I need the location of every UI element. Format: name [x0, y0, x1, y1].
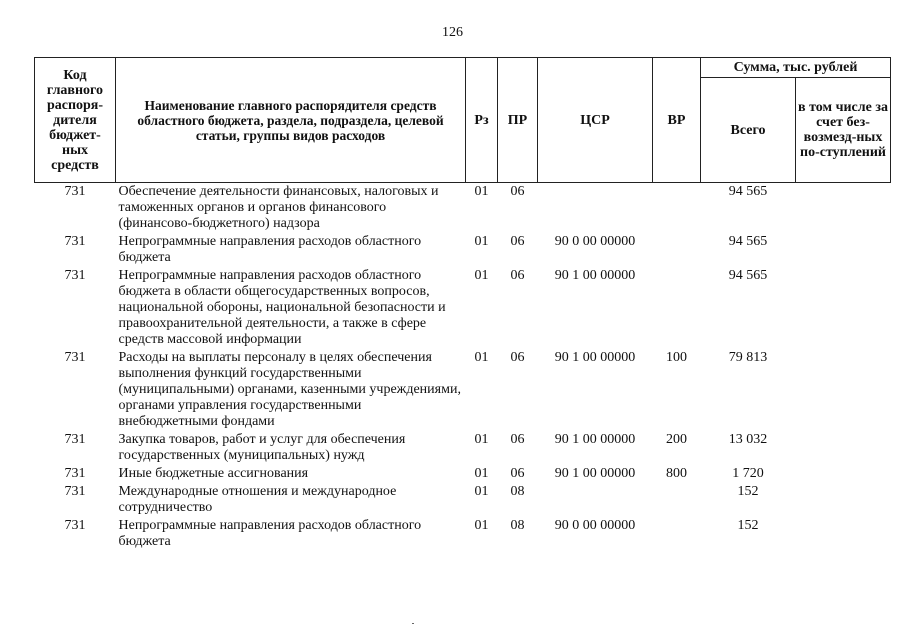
table-row: [35, 518, 891, 552]
cell-vr: 100: [666, 350, 687, 365]
table-row: [35, 432, 891, 466]
scan-speck: [412, 623, 414, 624]
cell-rz: 01: [474, 268, 489, 283]
table-row: [35, 268, 891, 350]
header-rz: Рз: [466, 58, 498, 183]
budget-table: [34, 57, 891, 552]
cell-name: Непрограммные направления расходов областного бюджета в области общегосударственных вопросов, национальной обороны, национальной безопасности и правоохранительной деятельности, а также в сфере средств массовой информации: [118, 268, 446, 347]
cell-pr: 06: [510, 234, 525, 249]
cell-code: 731: [64, 518, 86, 533]
cell-rz: 01: [474, 466, 489, 481]
cell-vr: [653, 234, 701, 268]
cell-pr: 06: [510, 466, 525, 481]
cell-csr: 90 0 00 00000: [554, 234, 636, 249]
cell-total: 152: [737, 518, 759, 533]
cell-total: 94 565: [728, 184, 768, 199]
cell-free-receipts: [796, 234, 891, 268]
cell-code: 731: [64, 432, 86, 447]
cell-free-receipts: [796, 484, 891, 518]
table-header: [35, 58, 891, 183]
cell-name: Международные отношения и международное сотрудничество: [118, 484, 397, 515]
table-body: [35, 183, 891, 553]
cell-pr: 08: [510, 518, 525, 533]
header-vr: ВР: [653, 58, 701, 183]
table-row: [35, 234, 891, 268]
cell-name: Закупка товаров, работ и услуг для обеспечения государственных (муниципальных) нужд: [118, 432, 406, 463]
cell-name: Расходы на выплаты персоналу в целях обеспечения выполнения функций государственными (муниципальными) органами, казенными учреждениями, органами управления государственными внебюджетными фондами: [118, 350, 461, 429]
cell-code: 731: [64, 184, 86, 199]
cell-total: 94 565: [728, 268, 768, 283]
cell-rz: 01: [474, 350, 489, 365]
cell-total: 13 032: [728, 432, 768, 447]
cell-name: Непрограммные направления расходов областного бюджета: [118, 234, 422, 265]
cell-csr: 90 1 00 00000: [554, 350, 636, 365]
cell-code: 731: [64, 350, 86, 365]
cell-vr: [653, 484, 701, 518]
header-sum-group: Сумма, тыс. рублей: [701, 58, 891, 78]
cell-free-receipts: [796, 350, 891, 432]
cell-free-receipts: [796, 183, 891, 235]
header-code: Код главного распоря-дителя бюджет-ных средств: [35, 58, 116, 183]
cell-rz: 01: [474, 432, 489, 447]
cell-vr: 800: [666, 466, 687, 481]
header-total: Всего: [701, 78, 796, 183]
cell-free-receipts: [796, 268, 891, 350]
cell-total: 152: [737, 484, 759, 499]
cell-total: 1 720: [732, 466, 764, 481]
cell-free-receipts: [796, 518, 891, 552]
header-name: Наименование главного распорядителя средств областного бюджета, раздела, подраздела, целевой статьи, группы видов расходов: [116, 58, 466, 183]
table-row: [35, 484, 891, 518]
cell-vr: [653, 183, 701, 235]
cell-pr: 06: [510, 268, 525, 283]
cell-rz: 01: [474, 518, 489, 533]
cell-free-receipts: [796, 432, 891, 466]
cell-vr: 200: [666, 432, 687, 447]
cell-code: 731: [64, 234, 86, 249]
header-free-receipts: в том числе за счет без-возмезд-ных по-ступлений: [796, 78, 891, 183]
cell-csr: [538, 183, 653, 235]
cell-csr: 90 1 00 00000: [554, 432, 636, 447]
page-number: 126: [442, 25, 463, 40]
cell-rz: 01: [474, 234, 489, 249]
header-pr: ПР: [498, 58, 538, 183]
cell-name: Непрограммные направления расходов областного бюджета: [118, 518, 422, 549]
cell-free-receipts: [796, 466, 891, 484]
table-row: [35, 350, 891, 432]
cell-name: Обеспечение деятельности финансовых, налоговых и таможенных органов и органов финансового (финансово-бюджетного) надзора: [118, 184, 439, 231]
cell-csr: 90 1 00 00000: [554, 268, 636, 283]
header-csr: ЦСР: [538, 58, 653, 183]
cell-code: 731: [64, 268, 86, 283]
cell-code: 731: [64, 466, 86, 481]
cell-vr: [653, 518, 701, 552]
cell-rz: 01: [474, 484, 489, 499]
cell-rz: 01: [474, 184, 489, 199]
cell-pr: 06: [510, 184, 525, 199]
table-row: [35, 466, 891, 484]
cell-csr: [538, 484, 653, 518]
cell-csr: 90 0 00 00000: [554, 518, 636, 533]
cell-pr: 08: [510, 484, 525, 499]
cell-pr: 06: [510, 432, 525, 447]
table-row: [35, 183, 891, 235]
cell-total: 94 565: [728, 234, 768, 249]
cell-csr: 90 1 00 00000: [554, 466, 636, 481]
cell-total: 79 813: [728, 350, 768, 365]
cell-pr: 06: [510, 350, 525, 365]
cell-vr: [653, 268, 701, 350]
cell-code: 731: [64, 484, 86, 499]
cell-name: Иные бюджетные ассигнования: [118, 466, 309, 481]
